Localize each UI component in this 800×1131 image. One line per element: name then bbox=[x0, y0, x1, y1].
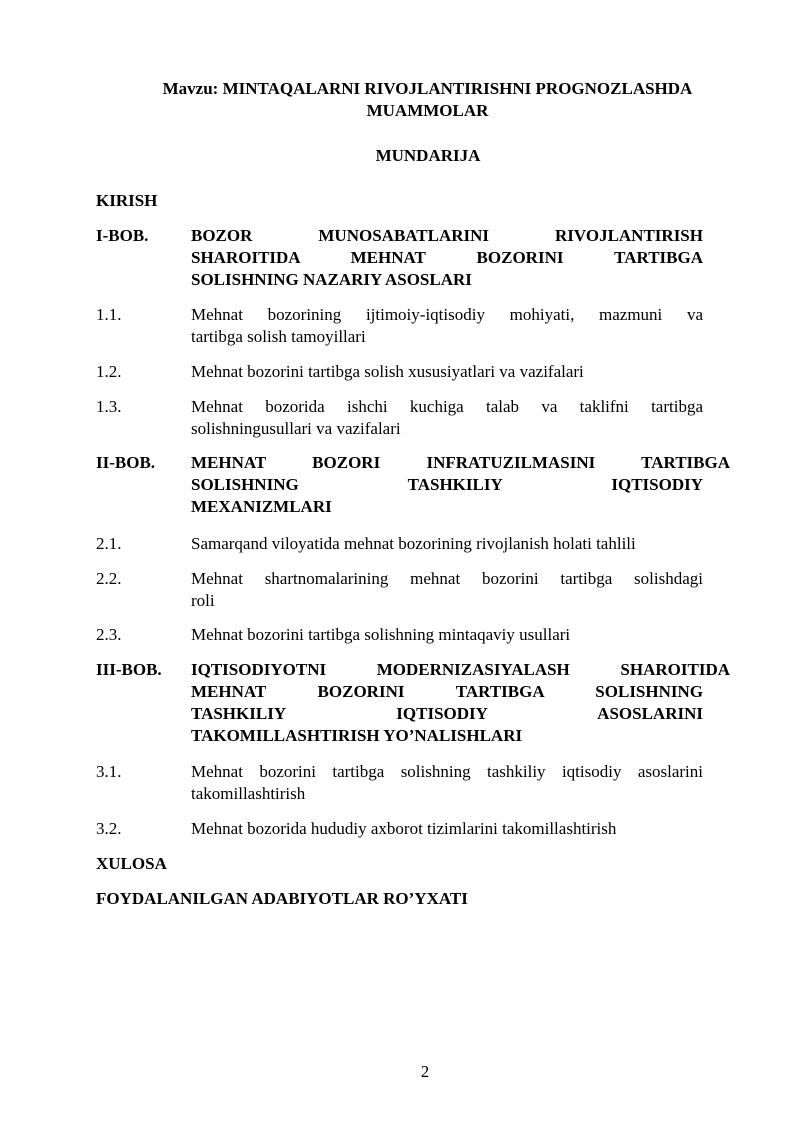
document-title bbox=[100, 78, 755, 122]
section-number: 2.3. bbox=[96, 625, 122, 644]
section-title bbox=[191, 361, 731, 383]
chapter-number: II-BOB. bbox=[96, 453, 156, 472]
section-number: 2.1. bbox=[96, 534, 122, 553]
section-title bbox=[191, 304, 703, 348]
chapter-title bbox=[191, 225, 703, 291]
section-title-line: takomillashtirish bbox=[191, 784, 306, 803]
chapter-title bbox=[191, 659, 730, 747]
chapter-number: III-BOB. bbox=[96, 660, 162, 679]
section-number: 1.1. bbox=[96, 305, 122, 324]
section-number: 3.1. bbox=[96, 762, 122, 781]
chapter-title-line: MEHNAT BOZORINI TARTIBGA SOLISHNING bbox=[191, 682, 703, 701]
chapter-title-line: MEHNAT BOZORI INFRATUZILMASINI TARTIBGA bbox=[191, 453, 730, 472]
title-line-2: MUAMMOLAR bbox=[366, 101, 489, 120]
section-title bbox=[191, 568, 703, 612]
toc-heading: MUNDARIJA bbox=[375, 146, 481, 165]
section-title bbox=[191, 761, 703, 805]
page-number: 2 bbox=[420, 1062, 430, 1081]
section-title-line: Mehnat bozorida hududiy axborot tizimlarini takomillashtirish bbox=[191, 819, 617, 838]
section-number: 3.2. bbox=[96, 819, 122, 838]
section-title-line: Mehnat shartnomalarining mehnat bozorini tartibga solishdagi bbox=[191, 569, 703, 588]
chapter-title-line: SHAROITIDA MEHNAT BOZORINI TARTIBGA bbox=[191, 248, 703, 267]
section-title bbox=[191, 533, 731, 555]
section-title-line: Mehnat bozorini tartibga solish xususiyatlari va vazifalari bbox=[191, 362, 584, 381]
section-title bbox=[191, 396, 703, 440]
chapter-title-line: BOZOR MUNOSABATLARINI RIVOJLANTIRISH bbox=[191, 226, 703, 245]
section-title-line: Samarqand viloyatida mehnat bozorining rivojlanish holati tahlili bbox=[191, 534, 636, 553]
toc-references: FOYDALANILGAN ADABIYOTLAR RO’YXATI bbox=[96, 889, 468, 908]
chapter-title-line: TASHKILIY IQTISODIY ASOSLARINI bbox=[191, 704, 703, 723]
chapter-title-line: TAKOMILLASHTIRISH YO’NALISHLARI bbox=[191, 726, 523, 745]
section-title-line: Mehnat bozorini tartibga solishning mintaqaviy usullari bbox=[191, 625, 571, 644]
section-title-line: tartibga solish tamoyillari bbox=[191, 327, 366, 346]
toc-conclusion: XULOSA bbox=[96, 854, 167, 873]
section-title-line: solishningusullari va vazifalari bbox=[191, 419, 401, 438]
title-line-1: Mavzu: MINTAQALARNI RIVOJLANTIRISHNI PROGNOZLASHDA bbox=[162, 79, 693, 98]
section-title bbox=[191, 818, 731, 840]
section-number: 1.3. bbox=[96, 397, 122, 416]
section-number: 2.2. bbox=[96, 569, 122, 588]
section-title bbox=[191, 624, 731, 646]
chapter-title bbox=[191, 452, 730, 518]
section-title-line: Mehnat bozorining ijtimoiy-iqtisodiy mohiyati, mazmuni va bbox=[191, 305, 703, 324]
chapter-title-line: SOLISHNING NAZARIY ASOSLARI bbox=[191, 270, 472, 289]
chapter-number: I-BOB. bbox=[96, 226, 149, 245]
section-title-line: Mehnat bozorida ishchi kuchiga talab va taklifni tartibga bbox=[191, 397, 703, 416]
toc-intro: KIRISH bbox=[96, 191, 158, 210]
section-number: 1.2. bbox=[96, 362, 122, 381]
chapter-title-line: SOLISHNING TASHKILIY IQTISODIY bbox=[191, 475, 703, 494]
section-title-line: Mehnat bozorini tartibga solishning tashkiliy iqtisodiy asoslarini bbox=[191, 762, 703, 781]
section-title-line: roli bbox=[191, 591, 215, 610]
chapter-title-line: IQTISODIYOTNI MODERNIZASIYALASH SHAROITIDA bbox=[191, 660, 730, 679]
chapter-title-line: MEXANIZMLARI bbox=[191, 497, 332, 516]
